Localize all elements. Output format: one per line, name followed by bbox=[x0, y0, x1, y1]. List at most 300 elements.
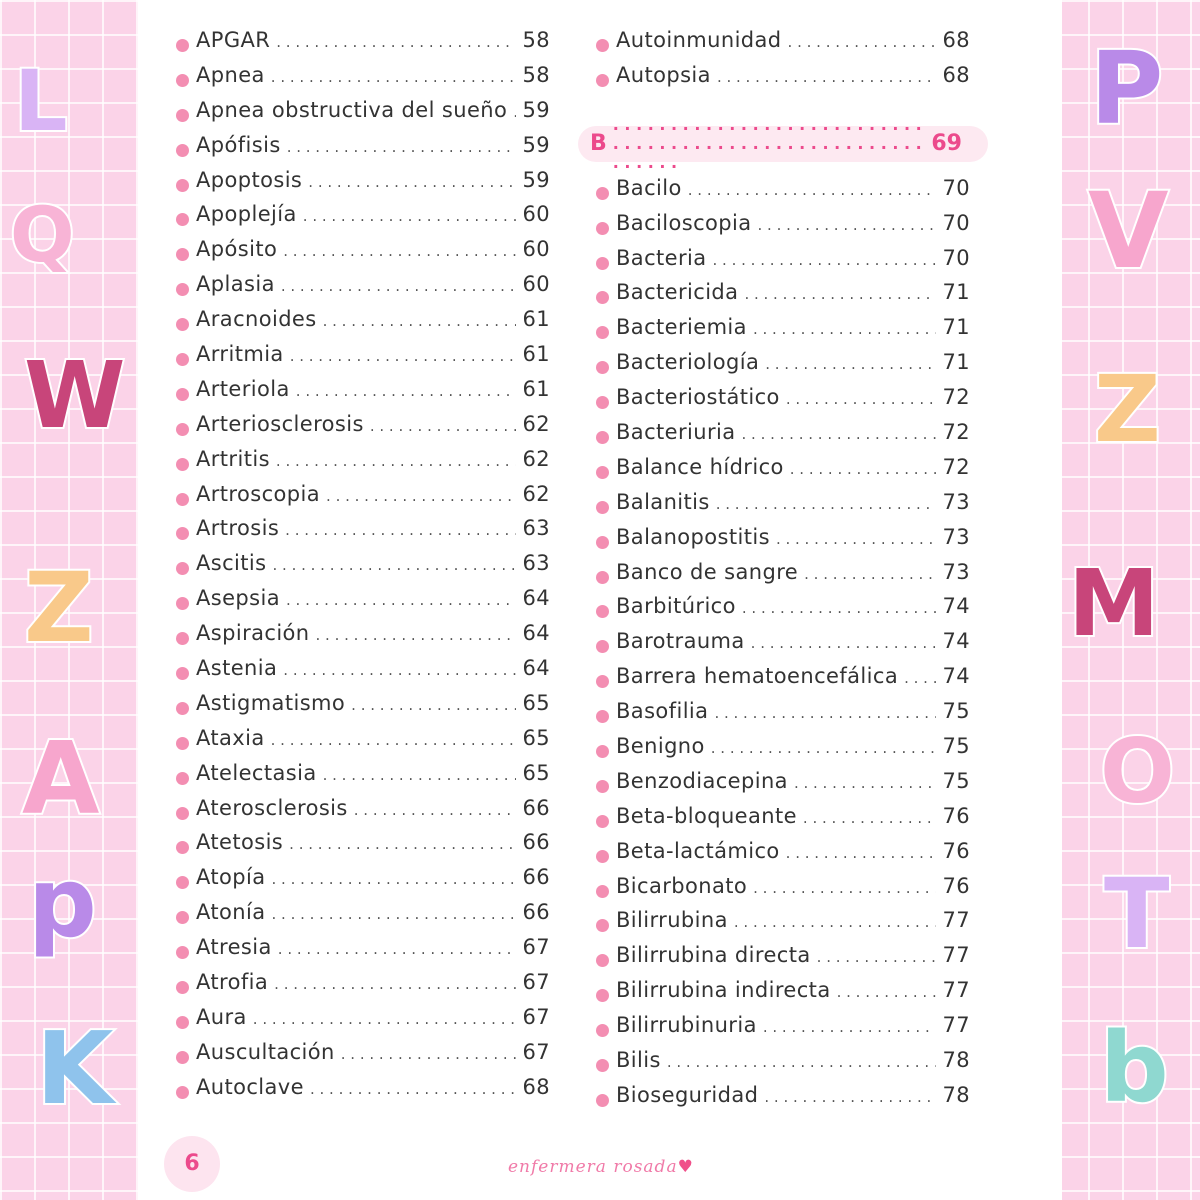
dot-leader bbox=[281, 277, 516, 295]
index-entry bbox=[176, 586, 550, 621]
index-term: Bilirrubina bbox=[616, 908, 728, 933]
section-page-number: 69 bbox=[931, 131, 962, 157]
dot-leader bbox=[764, 1088, 936, 1106]
index-column-left bbox=[176, 28, 550, 1110]
index-term: Apnea obstructiva del sueño bbox=[196, 97, 508, 122]
dot-leader bbox=[714, 704, 936, 722]
bullet-icon bbox=[176, 283, 189, 296]
index-term: Apoplejía bbox=[196, 202, 297, 227]
bullet-icon bbox=[176, 39, 189, 52]
dot-leader bbox=[271, 68, 516, 86]
dot-leader bbox=[274, 975, 516, 993]
bullet-icon bbox=[176, 876, 189, 889]
dot-leader bbox=[763, 1018, 936, 1036]
index-page-number: 58 bbox=[522, 62, 550, 87]
bullet-icon bbox=[176, 562, 189, 575]
index-entry bbox=[176, 935, 550, 970]
index-term: Autopsia bbox=[616, 62, 711, 87]
index-page-number: 62 bbox=[522, 481, 550, 506]
index-term: Apósito bbox=[196, 237, 278, 262]
section-header-b bbox=[578, 126, 988, 162]
dot-leader bbox=[303, 207, 516, 225]
dot-leader bbox=[744, 285, 936, 303]
dot-leader bbox=[290, 347, 516, 365]
index-term: Apoptosis bbox=[196, 167, 303, 192]
dot-leader bbox=[287, 138, 516, 156]
index-term: Bilis bbox=[616, 1048, 661, 1073]
index-page-number: 78 bbox=[942, 1082, 970, 1107]
index-page-number: 77 bbox=[942, 943, 970, 968]
index-entry bbox=[176, 133, 550, 168]
dot-leader bbox=[323, 766, 516, 784]
index-entry bbox=[176, 1005, 550, 1040]
bullet-icon bbox=[596, 536, 609, 549]
index-entry bbox=[176, 516, 550, 551]
index-entry bbox=[596, 734, 970, 769]
index-term: Atresia bbox=[196, 935, 272, 960]
index-page-number: 66 bbox=[522, 795, 550, 820]
index-term: Bacteriostático bbox=[616, 385, 780, 410]
index-entry bbox=[596, 525, 970, 560]
decorative-letter: P bbox=[1090, 30, 1164, 147]
dot-leader bbox=[742, 599, 936, 617]
index-term: Basofilia bbox=[616, 699, 709, 724]
dot-leader bbox=[283, 661, 516, 679]
index-entry bbox=[176, 865, 550, 900]
index-entry bbox=[596, 420, 970, 455]
index-entry bbox=[176, 691, 550, 726]
index-term: Banco de sangre bbox=[616, 559, 799, 584]
index-page-number: 61 bbox=[522, 376, 550, 401]
bullet-icon bbox=[176, 702, 189, 715]
bullet-icon bbox=[176, 318, 189, 331]
dot-leader bbox=[734, 913, 936, 931]
index-entry bbox=[176, 63, 550, 98]
index-page-number: 60 bbox=[522, 237, 550, 262]
index-entry bbox=[596, 908, 970, 943]
index-column-right bbox=[590, 28, 970, 1118]
index-entry bbox=[596, 28, 970, 63]
index-page-number: 67 bbox=[522, 1004, 550, 1029]
index-entry bbox=[596, 629, 970, 664]
index-page-number: 68 bbox=[522, 1074, 550, 1099]
bullet-icon bbox=[596, 39, 609, 52]
index-page-number: 65 bbox=[522, 690, 550, 715]
index-page-number: 73 bbox=[942, 559, 970, 584]
index-term: Arritmia bbox=[196, 342, 284, 367]
bullet-icon bbox=[176, 667, 189, 680]
index-page-number: 59 bbox=[522, 167, 550, 192]
decorative-letter: Z bbox=[24, 552, 94, 664]
index-entry bbox=[596, 664, 970, 699]
dot-leader bbox=[513, 103, 516, 121]
index-term: Artrosis bbox=[196, 516, 280, 541]
dot-leader bbox=[794, 774, 936, 792]
bullet-icon bbox=[176, 458, 189, 471]
bullet-icon bbox=[596, 187, 609, 200]
index-term: Balanopostitis bbox=[616, 524, 770, 549]
index-term: Bacteriemia bbox=[616, 315, 747, 340]
bullet-icon bbox=[176, 179, 189, 192]
index-entry bbox=[176, 761, 550, 796]
index-page-number: 75 bbox=[942, 734, 970, 759]
index-term: Apnea bbox=[196, 62, 265, 87]
index-page-number: 70 bbox=[942, 245, 970, 270]
index-term: Bacteriología bbox=[616, 350, 760, 375]
index-page-number: 62 bbox=[522, 446, 550, 471]
index-entry bbox=[176, 342, 550, 377]
index-page-number: 58 bbox=[522, 28, 550, 52]
index-page-number: 76 bbox=[942, 873, 970, 898]
index-group-a-continued bbox=[596, 28, 970, 98]
dot-leader bbox=[667, 1053, 936, 1071]
index-term: Barbitúrico bbox=[616, 594, 736, 619]
index-term: Autoinmunidad bbox=[616, 28, 782, 52]
bullet-icon bbox=[176, 981, 189, 994]
dot-leader bbox=[289, 835, 516, 853]
index-entry bbox=[176, 377, 550, 412]
index-page-number: 72 bbox=[942, 420, 970, 445]
bullet-icon bbox=[596, 222, 609, 235]
bullet-icon bbox=[176, 772, 189, 785]
index-term: Bilirrubinuria bbox=[616, 1013, 757, 1038]
bullet-icon bbox=[596, 74, 609, 87]
index-page-number: 76 bbox=[942, 838, 970, 863]
bullet-icon bbox=[176, 423, 189, 436]
index-entry bbox=[176, 1075, 550, 1110]
brand-text: enfermera rosada bbox=[508, 1157, 678, 1177]
index-entry bbox=[596, 490, 970, 525]
bullet-icon bbox=[596, 989, 609, 1002]
decorative-letter: M bbox=[1068, 550, 1160, 657]
decorative-letter: K bbox=[36, 1010, 114, 1127]
index-entry bbox=[176, 168, 550, 203]
dot-leader bbox=[278, 940, 516, 958]
index-page-number: 74 bbox=[942, 629, 970, 654]
index-term: Auscultación bbox=[196, 1039, 335, 1064]
index-term: Autoclave bbox=[196, 1074, 304, 1099]
bullet-icon bbox=[596, 780, 609, 793]
index-page-number: 77 bbox=[942, 908, 970, 933]
dot-leader bbox=[253, 1010, 516, 1028]
index-page bbox=[138, 0, 1062, 1200]
dot-leader bbox=[804, 565, 936, 583]
index-entry bbox=[176, 1040, 550, 1075]
bullet-icon bbox=[596, 431, 609, 444]
index-term: Bactericida bbox=[616, 280, 739, 305]
index-page-number: 73 bbox=[942, 489, 970, 514]
index-term: Barotrauma bbox=[616, 629, 745, 654]
index-entry bbox=[176, 202, 550, 237]
dot-leader bbox=[323, 312, 516, 330]
index-term: Bacilo bbox=[616, 175, 682, 200]
bullet-icon bbox=[176, 493, 189, 506]
index-term: Aplasia bbox=[196, 272, 275, 297]
page-number-badge: 6 bbox=[164, 1136, 220, 1192]
index-entry bbox=[176, 551, 550, 586]
index-page-number: 59 bbox=[522, 132, 550, 157]
index-page-number: 65 bbox=[522, 725, 550, 750]
index-page-number: 66 bbox=[522, 830, 550, 855]
decorative-letter: V bbox=[1088, 170, 1169, 292]
index-entry bbox=[596, 63, 970, 98]
index-entry bbox=[596, 280, 970, 315]
index-page-number: 60 bbox=[522, 272, 550, 297]
index-term: Balance hídrico bbox=[616, 454, 784, 479]
bullet-icon bbox=[176, 109, 189, 122]
dot-leader bbox=[790, 460, 936, 478]
dot-leader bbox=[272, 870, 516, 888]
heart-icon: ♥ bbox=[677, 1157, 694, 1177]
index-page-number: 67 bbox=[522, 935, 550, 960]
index-page-number: 64 bbox=[522, 621, 550, 646]
index-term: Bilirrubina directa bbox=[616, 943, 811, 968]
index-term: Aura bbox=[196, 1004, 247, 1029]
dot-leader bbox=[613, 115, 926, 172]
index-entry bbox=[596, 246, 970, 281]
bullet-icon bbox=[596, 1024, 609, 1037]
index-term: Bioseguridad bbox=[616, 1082, 759, 1107]
index-page-number: 78 bbox=[942, 1048, 970, 1073]
index-page-number: 67 bbox=[522, 970, 550, 995]
dot-leader bbox=[803, 809, 936, 827]
index-entry bbox=[596, 1013, 970, 1048]
index-page-number: 61 bbox=[522, 307, 550, 332]
index-page-number: 63 bbox=[522, 516, 550, 541]
index-entry bbox=[596, 1048, 970, 1083]
bullet-icon bbox=[176, 353, 189, 366]
dot-leader bbox=[742, 425, 937, 443]
index-term: Ascitis bbox=[196, 551, 267, 576]
dot-leader bbox=[758, 216, 936, 234]
index-entry bbox=[176, 482, 550, 517]
index-entry bbox=[176, 272, 550, 307]
index-entry bbox=[596, 978, 970, 1013]
index-entry bbox=[596, 699, 970, 734]
section-letter: B bbox=[590, 131, 607, 157]
bullet-icon bbox=[176, 841, 189, 854]
index-page-number: 71 bbox=[942, 315, 970, 340]
index-page-number: 72 bbox=[942, 385, 970, 410]
bullet-icon bbox=[596, 257, 609, 270]
index-entry bbox=[176, 900, 550, 935]
bullet-icon bbox=[176, 632, 189, 645]
index-page-number: 60 bbox=[522, 202, 550, 227]
dot-leader bbox=[296, 382, 516, 400]
decorative-letter: d bbox=[28, 860, 97, 972]
index-term: Aracnoides bbox=[196, 307, 317, 332]
index-page-number: 74 bbox=[942, 664, 970, 689]
index-term: Atrofia bbox=[196, 970, 269, 995]
decorative-letter: W bbox=[24, 342, 126, 449]
dot-leader bbox=[354, 801, 516, 819]
index-entry bbox=[176, 237, 550, 272]
index-term: Ataxia bbox=[196, 725, 265, 750]
bullet-icon bbox=[596, 605, 609, 618]
index-term: Artritis bbox=[196, 446, 270, 471]
index-page-number: 66 bbox=[522, 900, 550, 925]
index-term: Apófisis bbox=[196, 132, 281, 157]
dot-leader bbox=[717, 68, 936, 86]
index-term: Atopía bbox=[196, 865, 266, 890]
index-page-number: 70 bbox=[942, 210, 970, 235]
dot-leader bbox=[370, 417, 516, 435]
decorative-letter: L bbox=[14, 52, 68, 150]
index-page-number: 71 bbox=[942, 280, 970, 305]
index-page-number: 61 bbox=[522, 342, 550, 367]
bullet-icon bbox=[176, 144, 189, 157]
bullet-icon bbox=[596, 291, 609, 304]
dot-leader bbox=[285, 521, 516, 539]
index-page-number: 75 bbox=[942, 699, 970, 724]
index-entry bbox=[176, 412, 550, 447]
index-page-number: 75 bbox=[942, 768, 970, 793]
index-term: Astigmatismo bbox=[196, 690, 346, 715]
bullet-icon bbox=[596, 919, 609, 932]
index-term: Aspiración bbox=[196, 621, 310, 646]
index-entry bbox=[596, 350, 970, 385]
dot-leader bbox=[765, 355, 936, 373]
index-page-number: 64 bbox=[522, 656, 550, 681]
index-term: Arteriola bbox=[196, 376, 290, 401]
decorative-letter: Z bbox=[1094, 356, 1161, 463]
index-entry bbox=[176, 970, 550, 1005]
bullet-icon bbox=[596, 326, 609, 339]
bullet-icon bbox=[596, 850, 609, 863]
index-entry bbox=[176, 307, 550, 342]
index-page-number: 64 bbox=[522, 586, 550, 611]
bullet-icon bbox=[176, 213, 189, 226]
dot-leader bbox=[837, 983, 936, 1001]
index-entry bbox=[596, 1083, 970, 1118]
dot-leader bbox=[776, 530, 936, 548]
index-page-number: 70 bbox=[942, 175, 970, 200]
decorative-letter: O bbox=[1100, 720, 1175, 823]
brand-signature bbox=[508, 1157, 694, 1177]
bullet-icon bbox=[176, 74, 189, 87]
bullet-icon bbox=[176, 737, 189, 750]
index-page-number: 71 bbox=[942, 350, 970, 375]
index-term: Benzodiacepina bbox=[616, 768, 788, 793]
dot-leader bbox=[341, 1045, 516, 1063]
index-group-b bbox=[596, 176, 970, 1118]
bullet-icon bbox=[176, 248, 189, 261]
index-page-number: 72 bbox=[942, 454, 970, 479]
index-entry bbox=[176, 28, 550, 63]
index-term: Artroscopia bbox=[196, 481, 321, 506]
index-entry bbox=[596, 804, 970, 839]
index-entry bbox=[176, 726, 550, 761]
bullet-icon bbox=[176, 1016, 189, 1029]
index-entry bbox=[176, 830, 550, 865]
bullet-icon bbox=[596, 1059, 609, 1072]
dot-leader bbox=[310, 1080, 516, 1098]
index-page-number: 73 bbox=[942, 524, 970, 549]
bullet-icon bbox=[176, 1051, 189, 1064]
index-term: Benigno bbox=[616, 734, 705, 759]
dot-leader bbox=[271, 731, 516, 749]
bullet-icon bbox=[596, 571, 609, 584]
index-term: Bacteriuria bbox=[616, 420, 736, 445]
index-page-number: 67 bbox=[522, 1039, 550, 1064]
index-term: Beta-lactámico bbox=[616, 838, 780, 863]
bullet-icon bbox=[176, 388, 189, 401]
index-entry bbox=[596, 385, 970, 420]
bullet-icon bbox=[176, 911, 189, 924]
dot-leader bbox=[786, 844, 936, 862]
index-page-number: 76 bbox=[942, 803, 970, 828]
index-page-number: 66 bbox=[522, 865, 550, 890]
index-term: Balanitis bbox=[616, 489, 710, 514]
index-term: Baciloscopia bbox=[616, 210, 752, 235]
dot-leader bbox=[786, 390, 936, 408]
bullet-icon bbox=[176, 1086, 189, 1099]
index-term: Atonía bbox=[196, 900, 266, 925]
bullet-icon bbox=[596, 815, 609, 828]
bullet-icon bbox=[596, 954, 609, 967]
index-entry bbox=[596, 769, 970, 804]
dot-leader bbox=[716, 495, 936, 513]
dot-leader bbox=[788, 33, 936, 51]
bullet-icon bbox=[596, 710, 609, 723]
index-term: APGAR bbox=[196, 28, 271, 52]
index-page-number: 77 bbox=[942, 978, 970, 1003]
index-entry bbox=[596, 176, 970, 211]
dot-leader bbox=[326, 487, 516, 505]
index-entry bbox=[596, 315, 970, 350]
dot-leader bbox=[713, 251, 936, 269]
dot-leader bbox=[283, 242, 516, 260]
index-term: Asepsia bbox=[196, 586, 281, 611]
bullet-icon bbox=[596, 1094, 609, 1107]
index-term: Bilirrubina indirecta bbox=[616, 978, 831, 1003]
index-page-number: 68 bbox=[942, 28, 970, 52]
bullet-icon bbox=[596, 466, 609, 479]
decorative-letter: Q bbox=[10, 190, 75, 279]
bullet-icon bbox=[596, 745, 609, 758]
index-entry bbox=[176, 621, 550, 656]
decorative-letter: A bbox=[22, 720, 100, 837]
dot-leader bbox=[316, 626, 516, 644]
bullet-icon bbox=[176, 946, 189, 959]
index-page-number: 59 bbox=[522, 97, 550, 122]
bullet-icon bbox=[176, 527, 189, 540]
dot-leader bbox=[904, 669, 936, 687]
index-page-number: 62 bbox=[522, 411, 550, 436]
index-term: Atetosis bbox=[196, 830, 284, 855]
index-entry bbox=[176, 656, 550, 691]
dot-leader bbox=[276, 452, 516, 470]
index-entry bbox=[596, 594, 970, 629]
bullet-icon bbox=[596, 675, 609, 688]
bullet-icon bbox=[596, 885, 609, 898]
bullet-icon bbox=[596, 396, 609, 409]
index-term: Barrera hematoencefálica bbox=[616, 664, 899, 689]
index-entry bbox=[596, 211, 970, 246]
bullet-icon bbox=[176, 597, 189, 610]
decorative-letter: T bbox=[1104, 858, 1170, 970]
dot-leader bbox=[688, 181, 936, 199]
index-term: Bicarbonato bbox=[616, 873, 748, 898]
index-entry bbox=[176, 98, 550, 133]
index-entry bbox=[176, 447, 550, 482]
index-term: Aterosclerosis bbox=[196, 795, 348, 820]
index-term: Beta-bloqueante bbox=[616, 803, 797, 828]
bullet-icon bbox=[176, 807, 189, 820]
index-entry bbox=[596, 874, 970, 909]
index-entry bbox=[176, 796, 550, 831]
index-page-number: 63 bbox=[522, 551, 550, 576]
